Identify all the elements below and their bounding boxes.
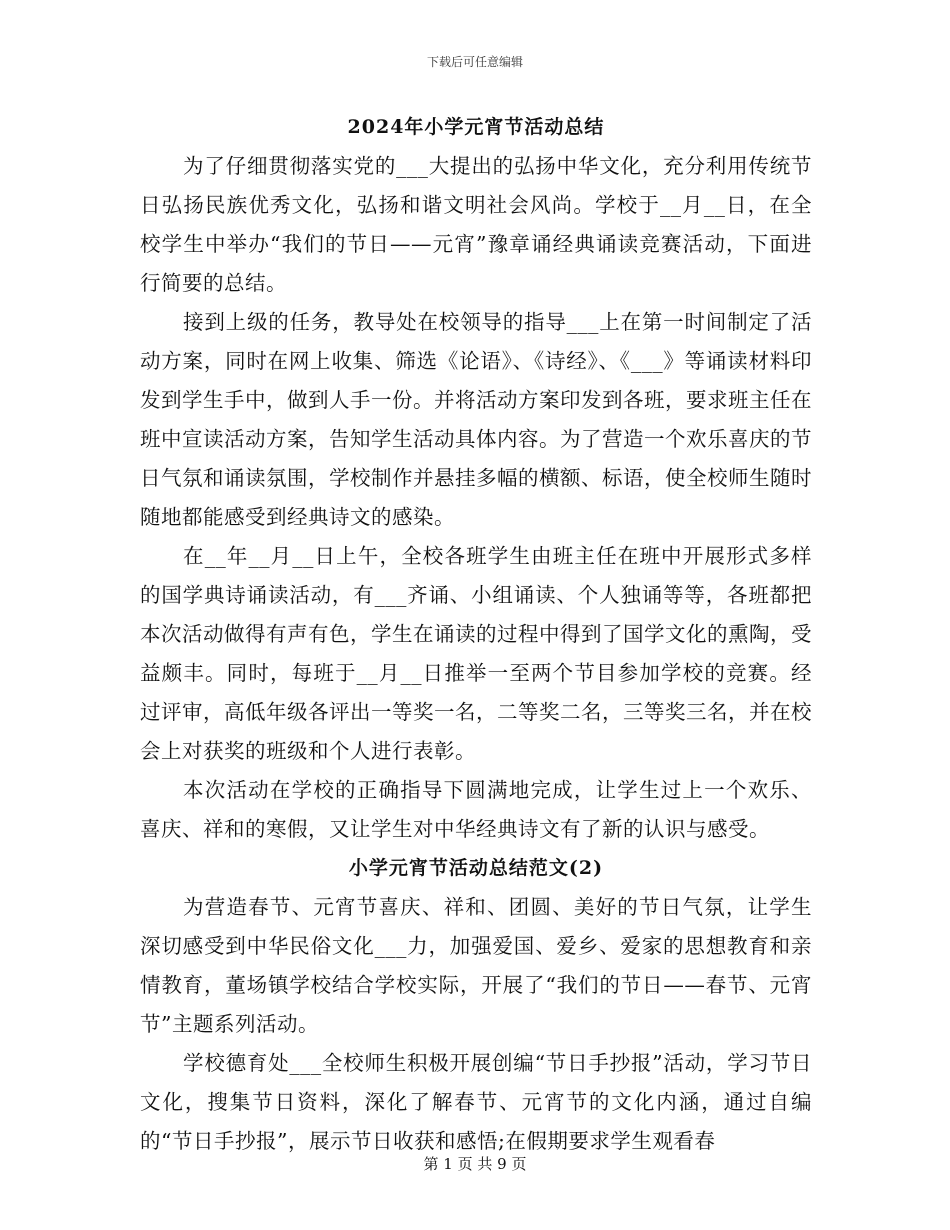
paragraph: 在__年__月__日上午，全校各班学生由班主任在班中开展形式多样的国学典诗诵读活动，有___齐诵、小组诵读、个人独诵等等，各班都把本次活动做得有声有色，学生在诵读的过程中得到了国学文化的熏陶，受益颇丰。同时，每班于__月__日推举一至两个节目参加学校的竞赛。经过评审，高低年级各评出一等奖一名，二等奖二名，三等奖三名，并在校会上对获奖的班级和个人进行表彰。	[140, 544, 812, 763]
header-note: 下载后可任意编辑	[426, 55, 523, 69]
paragraph: 本次活动在学校的正确指导下圆满地完成，让学生过上一个欢乐、喜庆、祥和的寒假，又让学生对中华经典诗文有了新的认识与感受。	[140, 778, 812, 841]
document-body	[140, 108, 812, 1161]
paragraph: 为了仔细贯彻落实党的___大提出的弘扬中华文化，充分利用传统节日弘扬民族优秀文化，弘扬和谐文明社会风尚。学校于__月__日，在全校学生中举办“我们的节日——元宵”豫章诵经典诵读竞赛活动，下面进行简要的总结。	[140, 154, 812, 295]
paragraph: 接到上级的任务，教导处在校领导的指导___上在第一时间制定了活动方案，同时在网上收集、筛选《论语》、《诗经》、《___》等诵读材料印发到学生手中，做到人手一份。并将活动方案印发到各班，要求班主任在班中宣读活动方案，告知学生活动具体内容。为了营造一个欢乐喜庆的节日气氛和诵读氛围，学校制作并悬挂多幅的横额、标语，使全校师生随时随地都能感受到经典诗文的感染。	[140, 310, 812, 529]
document-title: 2024年小学元宵节活动总结	[347, 116, 605, 138]
paragraph: 学校德育处___全校师生积极开展创编“节日手抄报”活动，学习节日文化，搜集节日资料，深化了解春节、元宵节的文化内涵，通过自编的“节日手抄报”，展示节日收获和感悟;在假期要求学生观看春	[140, 1051, 812, 1153]
section-subtitle: 小学元宵节活动总结范文(2)	[348, 857, 604, 879]
page-number: 第 1 页 共 9 页	[423, 1155, 527, 1173]
paragraph: 为营造春节、元宵节喜庆、祥和、团圆、美好的节日气氛，让学生深切感受到中华民俗文化___力，加强爱国、爱乡、爱家的思想教育和亲情教育，董场镇学校结合学校实际，开展了“我们的节日——春节、元宵节”主题系列活动。	[140, 895, 812, 1036]
